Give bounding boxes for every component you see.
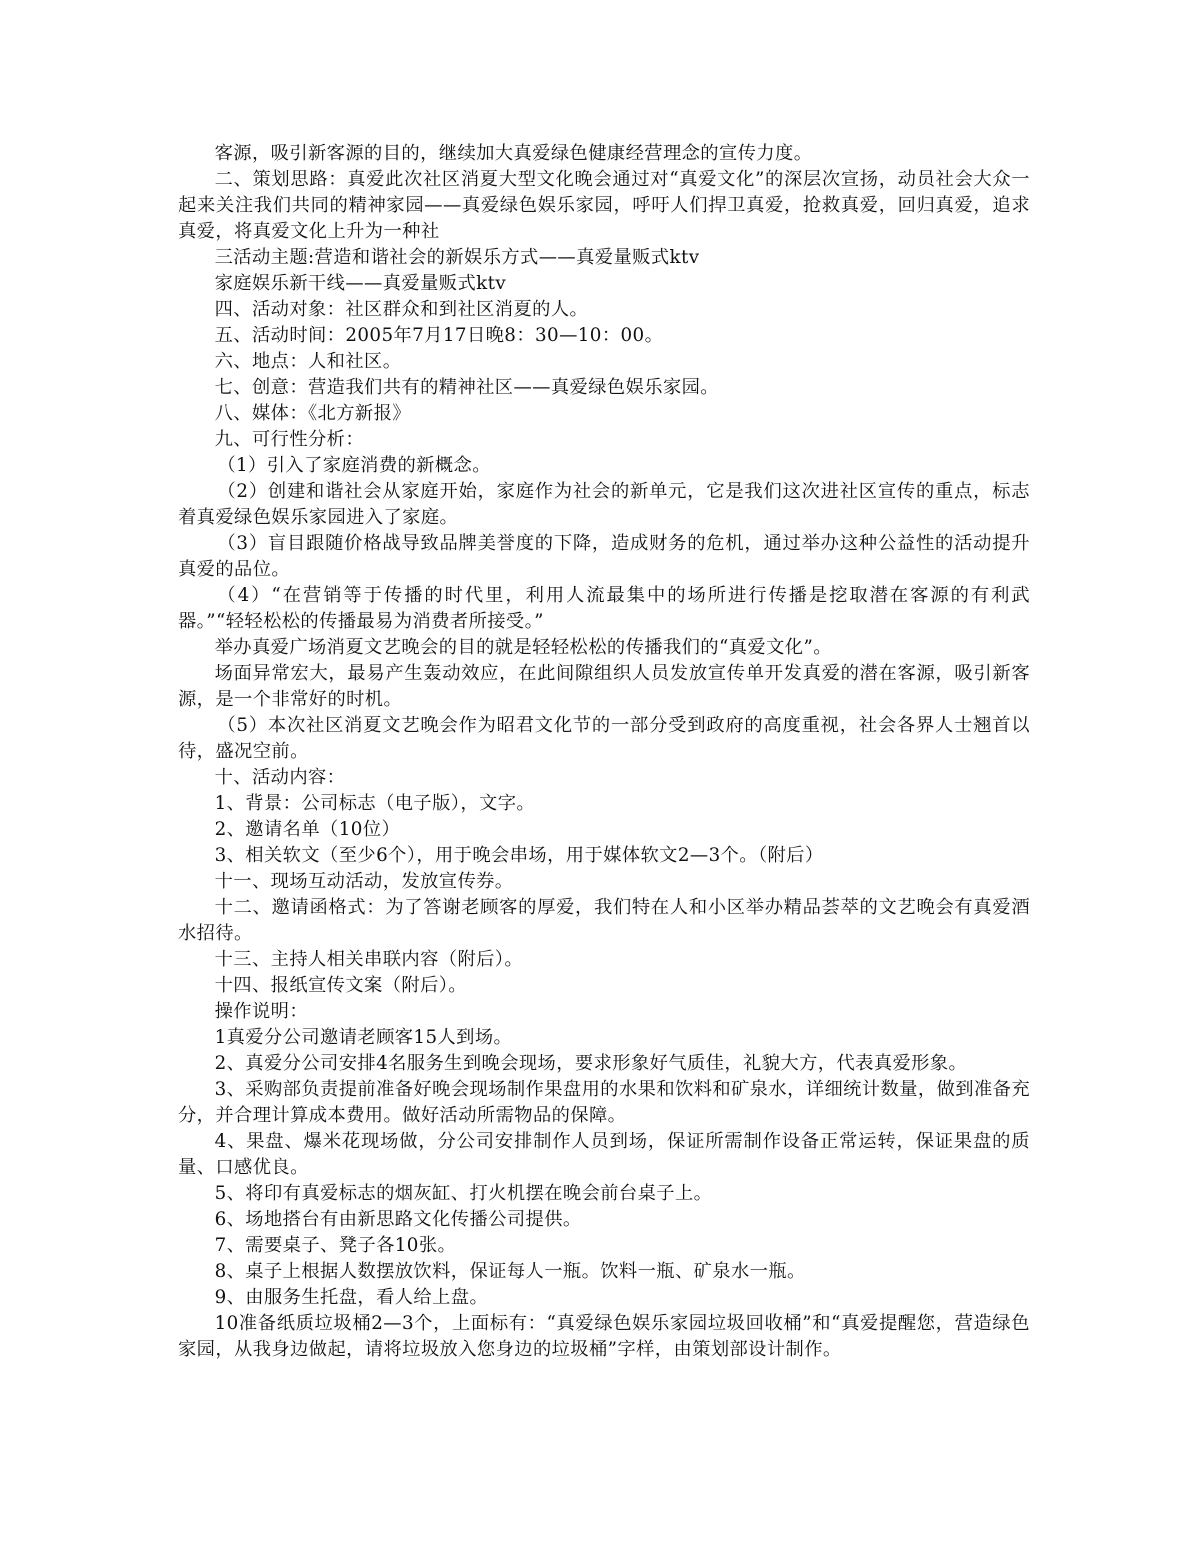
paragraph-theme: 三活动主题:营造和谐社会的新娱乐方式——真爱量贩式ktv [214,247,700,268]
paragraph-operation-7: 7、需要桌子、凳子各10张。 [214,1235,457,1256]
paragraph-feasibility-5: （5）本次社区消夏文艺晚会作为昭君文化节的一部分受到政府的高度重视，社会各界人士翘首以待，盛况空前。 [178,715,1030,762]
paragraph-operation-heading: 操作说明： [214,1001,308,1022]
document-body [178,141,1030,1363]
paragraph-operation-4: 4、果盘、爆米花现场做，分公司安排制作人员到场，保证所需制作设备正常运转，保证果盘的质量、口感优良。 [178,1131,1030,1178]
paragraph-scene: 场面异常宏大，最易产生轰动效应，在此间隙组织人员发放宣传单开发真爱的潜在客源，吸引新客源，是一个非常好的时机。 [178,663,1030,710]
paragraph-feasibility-heading: 九、可行性分析： [214,429,365,450]
paragraph-content-1: 1、背景：公司标志（电子版），文字。 [214,793,536,814]
paragraph-newspaper: 十四、报纸宣传文案（附后）。 [214,975,467,996]
paragraph-media: 八、媒体：《北方新报》 [214,403,411,424]
paragraph-content-3: 3、相关软文（至少6个），用于晚会串场，用于媒体软文2—3个。（附后） [214,845,824,866]
paragraph-feasibility-3: （3）盲目跟随价格战导致品牌美誉度的下降，造成财务的危机，通过举办这种公益性的活动提升真爱的品位。 [178,533,1030,580]
paragraph-operation-9: 9、由服务生托盘，看人给上盘。 [214,1287,489,1308]
paragraph-feasibility-2: （2）创建和谐社会从家庭开始，家庭作为社会的新单元，它是我们这次进社区宣传的重点，标志着真爱绿色娱乐家园进入了家庭。 [178,481,1030,528]
paragraph-planning-idea: 二、策划思路：真爱此次社区消夏大型文化晚会通过对“真爱文化”的深层次宣扬，动员社会大众一起来关注我们共同的精神家园——真爱绿色娱乐家园，呼吁人们捍卫真爱，抢救真爱，回归真爱，追求真爱，将真爱文化上升为一种社 [178,169,1030,242]
paragraph-operation-2: 2、真爱分公司安排4名服务生到晚会现场，要求形象好气质佳，礼貌大方，代表真爱形象。 [214,1053,968,1074]
paragraph-location: 六、地点：人和社区。 [214,351,402,372]
paragraph-purpose: 举办真爱广场消夏文艺晚会的目的就是轻轻松松的传播我们的“真爱文化”。 [214,637,832,658]
paragraph-time: 五、活动时间：2005年7月17日晚8：30—10：00。 [214,325,664,346]
paragraph-creative: 七、创意：营造我们共有的精神社区——真爱绿色娱乐家园。 [214,377,719,398]
paragraph-invitation: 十二、邀请函格式：为了答谢老顾客的厚爱，我们特在人和小区举办精品荟萃的文艺晚会有真爱酒水招待。 [178,897,1030,944]
paragraph-interaction: 十一、现场互动活动，发放宣传券。 [214,871,514,892]
paragraph-operation-8: 8、桌子上根据人数摆放饮料，保证每人一瓶。饮料一瓶、矿泉水一瓶。 [214,1261,806,1282]
paragraph-operation-6: 6、场地搭台有由新思路文化传播公司提供。 [214,1209,582,1230]
paragraph-intro-continued: 客源，吸引新客源的目的，继续加大真爱绿色健康经营理念的宣传力度。 [214,143,813,164]
paragraph-feasibility-4: （4）“在营销等于传播的时代里，利用人流最集中的场所进行传播是挖取潜在客源的有利武器。”“轻轻松松的传播最易为消费者所接受。” [178,585,1030,632]
paragraph-operation-10: 10准备纸质垃圾桶2—3个，上面标有：“真爱绿色娱乐家园垃圾回收桶”和“真爱提醒您，营造绿色家园，从我身边做起，请将垃圾放入您身边的垃圾桶”字样，由策划部设计制作。 [178,1313,1030,1360]
paragraph-host: 十三、主持人相关串联内容（附后）。 [214,949,524,970]
paragraph-content-2: 2、邀请名单（10位） [214,819,401,840]
paragraph-operation-5: 5、将印有真爱标志的烟灰缸、打火机摆在晚会前台桌子上。 [214,1183,713,1204]
paragraph-feasibility-1: （1）引入了家庭消费的新概念。 [217,455,491,476]
paragraph-theme-slogan: 家庭娱乐新干线——真爱量贩式ktv [214,273,507,294]
paragraph-content-heading: 十、活动内容： [214,767,346,788]
paragraph-operation-1: 1真爱分公司邀请老顾客15人到场。 [214,1027,513,1048]
paragraph-audience: 四、活动对象：社区群众和到社区消夏的人。 [214,299,589,320]
paragraph-operation-3: 3、采购部负责提前准备好晚会现场制作果盘用的水果和饮料和矿泉水，详细统计数量，做到准备充分，并合理计算成本费用。做好活动所需物品的保障。 [178,1079,1030,1126]
